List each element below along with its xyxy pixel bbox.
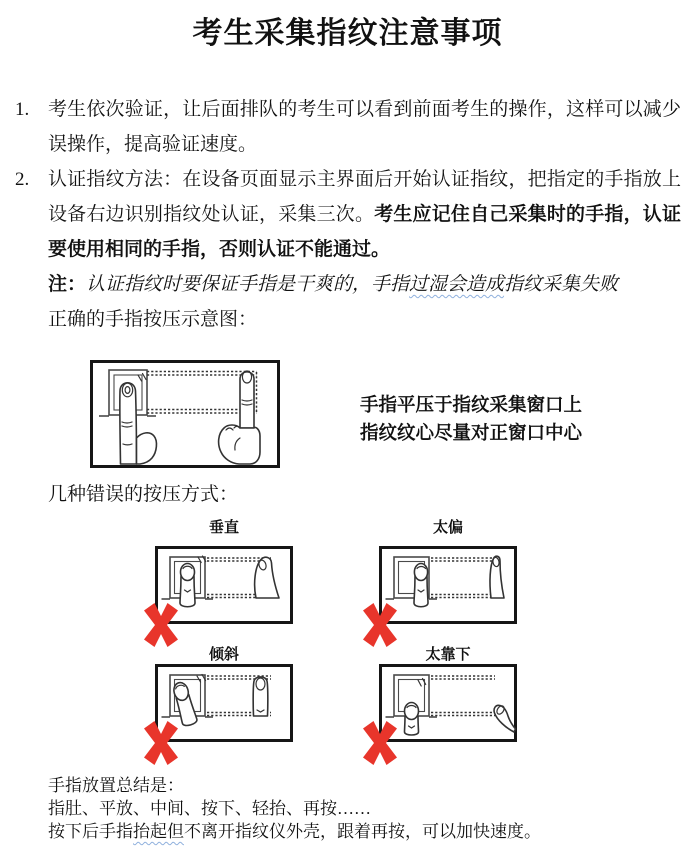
spellcheck-wavy-underline: 过湿会造成 (409, 274, 505, 295)
correct-caption (360, 392, 582, 448)
error-intro: 几种错误的按压方式： (48, 484, 239, 505)
error-label-too-low: 太靠下 (425, 647, 471, 663)
note-text-after: 指纹采集失败 (504, 274, 619, 295)
list-number-1: 1. (15, 99, 30, 120)
error-x-icon (141, 602, 181, 648)
text-normal: 考生依次验证，让后面排队的考生可以看到前面考生的操作，这样可以减少误操作，提高验证速度。 (48, 99, 681, 155)
caption-line-2: 指纹纹心尽量对正窗口中心 (360, 424, 583, 444)
correct-intro: 正确的手指按压示意图： (48, 309, 258, 330)
page-title: 考生采集指纹注意事项 (192, 17, 503, 50)
error-label-too-offset: 太偏 (432, 520, 463, 536)
note-italic (86, 274, 618, 295)
summary-line-2: 指肚、平放、中间、按下、轻抬、再按…… (48, 799, 371, 818)
summary-line-1: 手指放置总结是： (48, 776, 184, 795)
text-normal: 认证指纹方法：在设备页面显示主界面后开始认证指纹，把指定的手指放上设备右边识别指纹处认证，采集三次。 (48, 169, 681, 225)
note-line (48, 267, 683, 302)
list-text-1 (48, 92, 681, 162)
list-item-1 (15, 92, 683, 162)
body-text (15, 92, 683, 337)
summary-text-before: 按下后手指 (48, 822, 133, 841)
error-label-vertical: 垂直 (208, 520, 239, 536)
list-number-2: 2. (15, 169, 30, 190)
correct-press-diagram (90, 360, 280, 468)
correct-press-figure (90, 360, 280, 468)
text-bold: 考生应记住自己采集时的手指，认证要使用相同的手指，否则认证不能通过。 (48, 204, 681, 260)
list-text-2 (48, 162, 681, 267)
note-text-before: 认证指纹时要保证手指是干爽的，手指 (86, 274, 410, 295)
error-x-icon (360, 602, 400, 648)
summary-text-after: 不离开指纹仪外壳，跟着再按，可以加快速度。 (184, 822, 541, 841)
spellcheck-wavy-underline: 抬起但 (133, 822, 184, 841)
summary-line-3 (48, 820, 541, 843)
list-item-2 (15, 162, 683, 267)
error-label-tilted: 倾斜 (208, 647, 239, 663)
note-prefix: 注： (48, 274, 87, 295)
error-x-icon (360, 720, 400, 766)
summary-block (48, 774, 541, 843)
error-x-icon (141, 720, 181, 766)
caption-line-1: 手指平压于指纹采集窗口上 (360, 396, 583, 416)
